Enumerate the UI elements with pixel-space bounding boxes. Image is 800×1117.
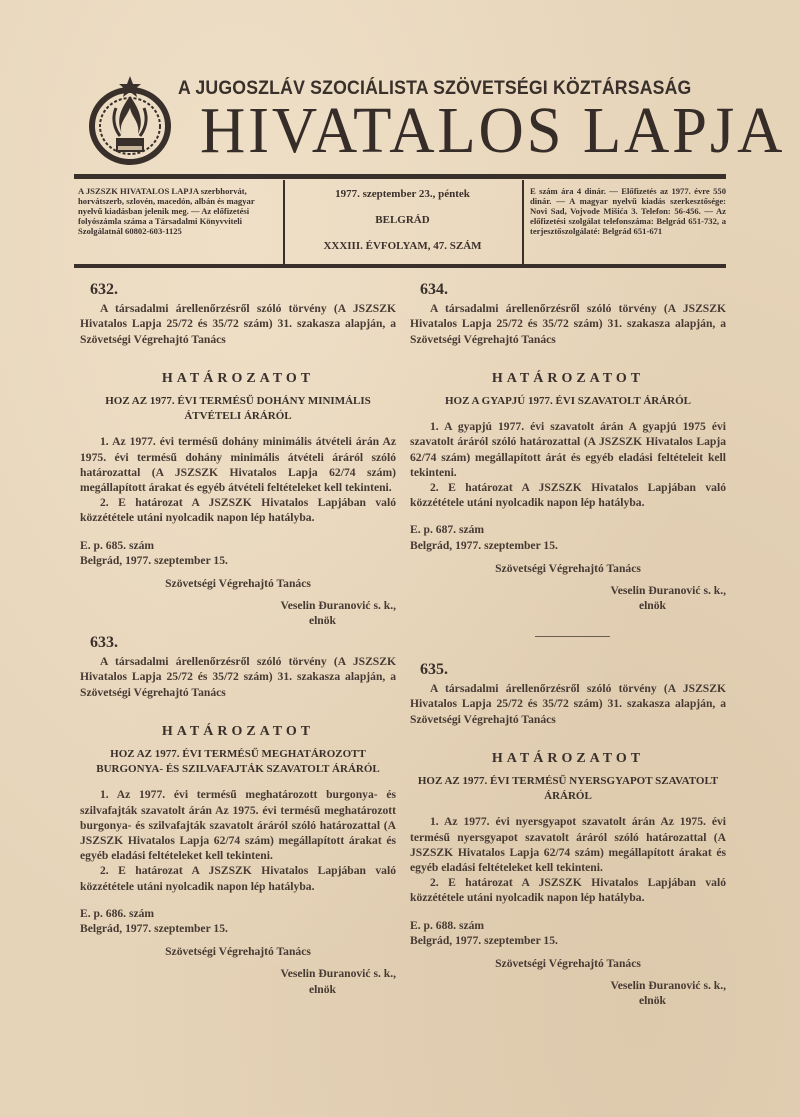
article-preamble: A társadalmi árellenőrzésről szóló törvény (A JSZSZK Hivatalos Lapja 25/72 és 35/72 szám) 31. szakasza alapján, a Szövetségi Végrehajtó Tanács: [410, 682, 726, 726]
article-633: [80, 635, 396, 997]
article-subtitle: HOZ A GYAPJÚ 1977. ÉVI SZAVATOLT ÁRÁRÓL: [444, 395, 692, 408]
article-subtitle: HOZ AZ 1977. ÉVI TERMÉSŰ MEGHATÁROZOTT BURGONYA- ÉS SZILVAFAJTÁK SZAVATOLT ÁRÁRÓL: [96, 748, 380, 776]
article-634: [410, 282, 726, 613]
article-reference: E. p. 686. szám: [80, 906, 155, 920]
article-issuing-body: Szövetségi Végrehajtó Tanács: [165, 945, 311, 959]
article-signer-role: elnök: [308, 614, 336, 628]
article-separator: [535, 636, 610, 637]
article-title: HATÁROZATOT: [491, 750, 645, 766]
article-signer: Veselin Đuranović s. k.,: [610, 584, 726, 598]
article-title: HATÁROZATOT: [491, 370, 645, 386]
article-reference: E. p. 685. szám: [80, 538, 155, 552]
header-subscription-info: E szám ára 4 dinár. — Előfizetés az 1977. évre 550 dinár. — A magyar nyelvű kiadás szerkesztősége: Novi Sad, Vojvode Mišića 3. Telefon: 56-456. — Az előfizetési szolgálat telefonszáma: Belgrád 651-732, a terjesztőszolgálaté: Belgrád 651-671: [530, 186, 726, 236]
header-divider: [522, 180, 524, 264]
article-issuing-body: Szövetségi Végrehajtó Tanács: [495, 957, 641, 971]
article-date: Belgrád, 1977. szeptember 15.: [410, 538, 558, 552]
article-title: HATÁROZATOT: [161, 723, 315, 739]
article-reference: E. p. 687. szám: [410, 523, 485, 537]
article-date: Belgrád, 1977. szeptember 15.: [80, 922, 228, 936]
article-paragraph: 2. E határozat A JSZSZK Hivatalos Lapjában való közzététele utáni nyolcadik napon lép hatályba.: [410, 481, 726, 510]
article-reference: E. p. 688. szám: [410, 918, 485, 932]
article-number: 632.: [90, 281, 118, 298]
article-signer-role: elnök: [308, 982, 336, 996]
masthead-title: HIVATALOS LAPJA: [200, 94, 786, 167]
issue-number: XXXIII. ÉVFOLYAM, 47. SZÁM: [323, 240, 482, 252]
coat-of-arms-emblem-icon: [86, 74, 174, 170]
article-issuing-body: Szövetségi Végrehajtó Tanács: [165, 577, 311, 591]
header-publication-info: A JSZSZK HIVATALOS LAPJA szerbhorvát, horvátszerb, szlovén, macedón, albán és magyar nyelvű kiadásban jelenik meg. — Az előfizetési folyószámla száma a Társadalmi Könyvviteli Szolgálatnál 60802-603-1125: [78, 186, 255, 236]
article-signer-role: elnök: [638, 994, 666, 1008]
article-subtitle: HOZ AZ 1977. ÉVI TERMÉSŰ NYERSGYAPOT SZAVATOLT ÁRÁRÓL: [417, 775, 719, 803]
masthead-rule-top: [74, 174, 726, 179]
article-signer: Veselin Đuranović s. k.,: [280, 599, 396, 613]
article-632: [80, 282, 396, 629]
article-paragraph: 2. E határozat A JSZSZK Hivatalos Lapjában való közzététele utáni nyolcadik napon lép hatályba.: [80, 864, 396, 893]
article-paragraph: 2. E határozat A JSZSZK Hivatalos Lapjában való közzététele utáni nyolcadik napon lép hatályba.: [80, 496, 396, 525]
article-635: [410, 662, 726, 1009]
issue-date: 1977. szeptember 23., péntek: [335, 188, 470, 200]
issue-city: BELGRÁD: [375, 214, 430, 226]
article-title: HATÁROZATOT: [161, 370, 315, 386]
article-date: Belgrád, 1977. szeptember 15.: [80, 553, 228, 567]
article-issuing-body: Szövetségi Végrehajtó Tanács: [495, 561, 641, 575]
article-paragraph: 1. Az 1977. évi termésű meghatározott burgonya- és szilvafajták szavatolt árán Az 1975. évi termésű meghatározott burgonya- és szilvafajták szavatolt áráról szóló határozattal (A JSZSZK Hivatalos Lapja 62/74 szám) megállapított árakat és egyéb eladási feltételeket kell tekinteni.: [80, 788, 396, 863]
article-number: 633.: [90, 634, 118, 651]
article-signer: Veselin Đuranović s. k.,: [610, 979, 726, 993]
article-signer: Veselin Đuranović s. k.,: [280, 967, 396, 981]
article-paragraph: 1. Az 1977. évi nyersgyapot szavatolt árán Az 1975. évi termésű nyersgyapot szavatolt áráról szóló határozattal (A JSZSZK Hivatalos Lapja 62/74 szám) megállapított árakat és egyéb eladási feltételeket kell tekinteni.: [410, 815, 726, 875]
masthead-subtitle: A JUGOSZLÁV SZOCIÁLISTA SZÖVETSÉGI KÖZTÁRSASÁG: [178, 78, 692, 99]
masthead-rule-bottom: [74, 264, 726, 268]
article-paragraph: 1. A gyapjú 1977. évi szavatolt árán A gyapjú 1975 évi szavatolt áráról szóló határozattal (A JSZSZK Hivatalos Lapja 62/74 szám) megállapított árát és egyéb eladási feltételeit kell tekinteni.: [410, 420, 726, 479]
article-number: 634.: [420, 281, 448, 298]
article-preamble: A társadalmi árellenőrzésről szóló törvény (A JSZSZK Hivatalos Lapja 25/72 és 35/72 szám) 31. szakasza alapján, a Szövetségi Végrehajtó Tanács: [80, 302, 396, 346]
article-preamble: A társadalmi árellenőrzésről szóló törvény (A JSZSZK Hivatalos Lapja 25/72 és 35/72 szám) 31. szakasza alapján, a Szövetségi Végrehajtó Tanács: [410, 302, 726, 346]
article-paragraph: 2. E határozat A JSZSZK Hivatalos Lapjában való közzététele utáni nyolcadik napon lép hatályba.: [410, 876, 726, 905]
article-paragraph: 1. Az 1977. évi termésű dohány minimális átvételi árán Az 1975. évi termésű dohány minimális átvételi áráról szóló határozattal (A JSZSZK Hivatalos Lapja 62/74 szám) megállapított árakat és egyéb átvételi feltételeket kell tekinteni.: [80, 435, 396, 495]
header-issue-info: [290, 186, 515, 262]
article-preamble: A társadalmi árellenőrzésről szóló törvény (A JSZSZK Hivatalos Lapja 25/72 és 35/72 szám) 31. szakasza alapján, a Szövetségi Végrehajtó Tanács: [80, 655, 396, 699]
header-divider: [283, 180, 285, 264]
article-subtitle: HOZ AZ 1977. ÉVI TERMÉSŰ DOHÁNY MINIMÁLIS ÁTVÉTELI ÁRÁRÓL: [105, 395, 371, 423]
article-signer-role: elnök: [638, 599, 666, 613]
article-date: Belgrád, 1977. szeptember 15.: [410, 933, 558, 947]
article-number: 635.: [420, 661, 448, 678]
